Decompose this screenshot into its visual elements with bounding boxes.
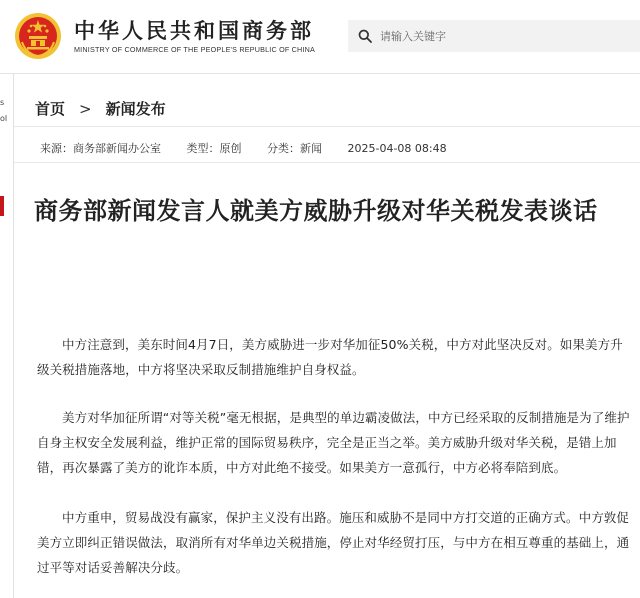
sidebar-cut-text: ol [0, 114, 8, 123]
article-meta [40, 140, 469, 156]
breadcrumb [35, 98, 166, 119]
article-paragraph: 美方对华加征所谓“对等关税”毫无根据，是典型的单边霸凌做法，中方已经采取的反制措施是为了维护自身主权安全发展利益，维护正常的国际贸易秩序，完全是正当之举。美方威胁升级对华关税，是错上加错，再次暴露了美方的讹诈本质，中方对此绝不接受。如果美方一意孤行，中方必将奉陪到底。 [37, 410, 630, 475]
site-header [0, 0, 640, 74]
divider [14, 126, 640, 127]
article-paragraph: 中方注意到，美东时间4月7日，美方威胁进一步对华加征50%关税，中方对此坚决反对。如果美方升级关税措施落地，中方将坚决采取反制措施维护自身权益。 [37, 337, 623, 377]
article-type: 类型：原创 [186, 142, 242, 155]
sidebar-cut-text: s [0, 98, 5, 107]
search-box [348, 20, 640, 52]
search-icon[interactable] [358, 29, 372, 43]
search-input[interactable] [380, 20, 635, 52]
article-source: 来源：商务部新闻办公室 [40, 142, 161, 155]
article-datetime: 2025-04-08 08:48 [347, 142, 447, 155]
national-emblem-icon[interactable] [14, 12, 62, 60]
divider [14, 162, 640, 163]
breadcrumb-current-link[interactable]: 新闻发布 [105, 100, 166, 118]
breadcrumb-home-link[interactable]: 首页 [35, 100, 66, 118]
site-name[interactable]: 中华人民共和国商务部 [74, 19, 314, 43]
site-name-english: MINISTRY OF COMMERCE OF THE PEOPLE'S REPUBLIC OF CHINA [74, 45, 316, 54]
chevron-right-icon: > [79, 100, 92, 118]
article-paragraph: 中方重申，贸易战没有赢家，保护主义没有出路。施压和威胁不是同中方打交道的正确方式。中方敦促美方立即纠正错误做法，取消所有对华单边关税措施，停止对华经贸打压，与中方在相互尊重的基础上，通过平等对话妥善解决分歧。 [37, 510, 630, 575]
left-sidebar-edge [0, 74, 14, 598]
sidebar-active-marker [0, 196, 4, 216]
article-category: 分类：新闻 [267, 142, 322, 155]
article-title: 商务部新闻发言人就美方威胁升级对华关税发表谈话 [34, 197, 598, 225]
